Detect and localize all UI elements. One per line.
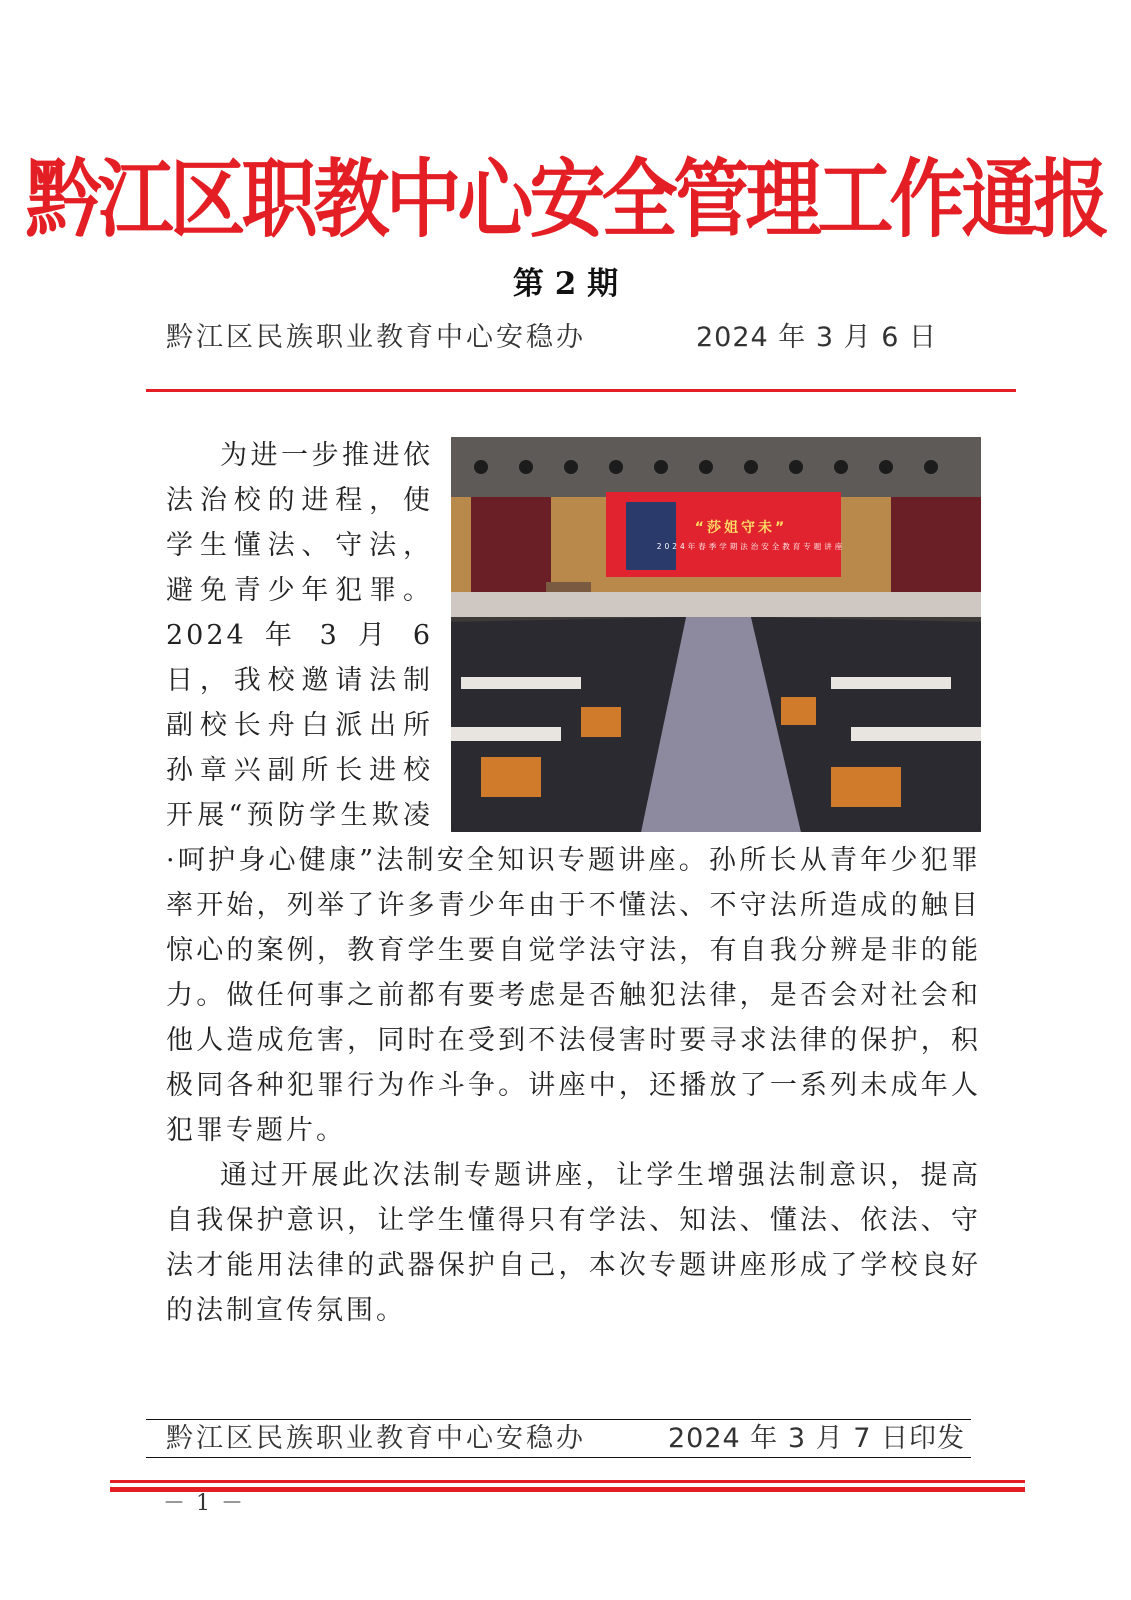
page-number: － 1 － — [163, 1491, 245, 1516]
issue-date: 2024 年 3 月 6 日 — [696, 322, 937, 353]
footer-print-date: 2024 年 3 月 7 日印发 — [668, 1423, 965, 1454]
red-rule-thick — [110, 1487, 1025, 1492]
issue-number: 第 2 期 — [512, 266, 619, 302]
article-paragraph-1: 为进一步推进依法治校的进程，使学生懂法、守法，避免青少年犯罪。2024 年 3 月 6 日，我校邀请法制副校长舟白派出所孙章兴副所长进校开展“预防学生欺凌·呵护身心健康”法制安全知识专题讲座。孙所长从青年少犯罪率开始，列举了许多青少年由于不懂法、不守法所造成的触目惊心的案例，教育学生要自觉学法守法，有自我分辨是非的能力。做任何事之前都有要考虑是否触犯法律，是否会对社会和他人造成危害，同时在受到不法侵害时要寻求法律的保护，积极同各种犯罪行为作斗争。讲座中，还播放了一系列未成年人犯罪专题片。 — [166, 440, 981, 1146]
footer-rule-top — [146, 1419, 971, 1420]
screen-title: “莎姐守未” — [694, 520, 788, 536]
article-body — [166, 433, 981, 1333]
right-curtain — [891, 497, 981, 597]
screen-figure — [626, 502, 676, 570]
lecture-photo — [451, 437, 981, 832]
stage-floor — [451, 592, 981, 617]
footer-department: 黔江区民族职业教育中心安稳办 — [166, 1423, 586, 1454]
masthead-title — [0, 140, 1131, 260]
article-paragraph-2: 通过开展此次法制专题讲座，让学生增强法制意识，提高自我保护意识，让学生懂得只有学法、知法、懂法、依法、守法才能用法律的武器保护自己，本次专题讲座形成了学校良好的法制宣传氛围。 — [166, 1160, 981, 1326]
left-curtain — [471, 497, 551, 597]
issuing-department: 黔江区民族职业教育中心安稳办 — [166, 322, 586, 353]
footer-rule-bottom — [146, 1457, 971, 1458]
screen-subtitle: 2024年春季学期法治安全教育专题讲座 — [656, 542, 846, 551]
masthead-text: 黔江区职教中心安全管理工作通报 — [25, 149, 1106, 250]
red-rule-thin — [110, 1480, 1025, 1483]
header-divider — [146, 389, 1016, 392]
lecture-photo-illustration — [451, 437, 981, 832]
